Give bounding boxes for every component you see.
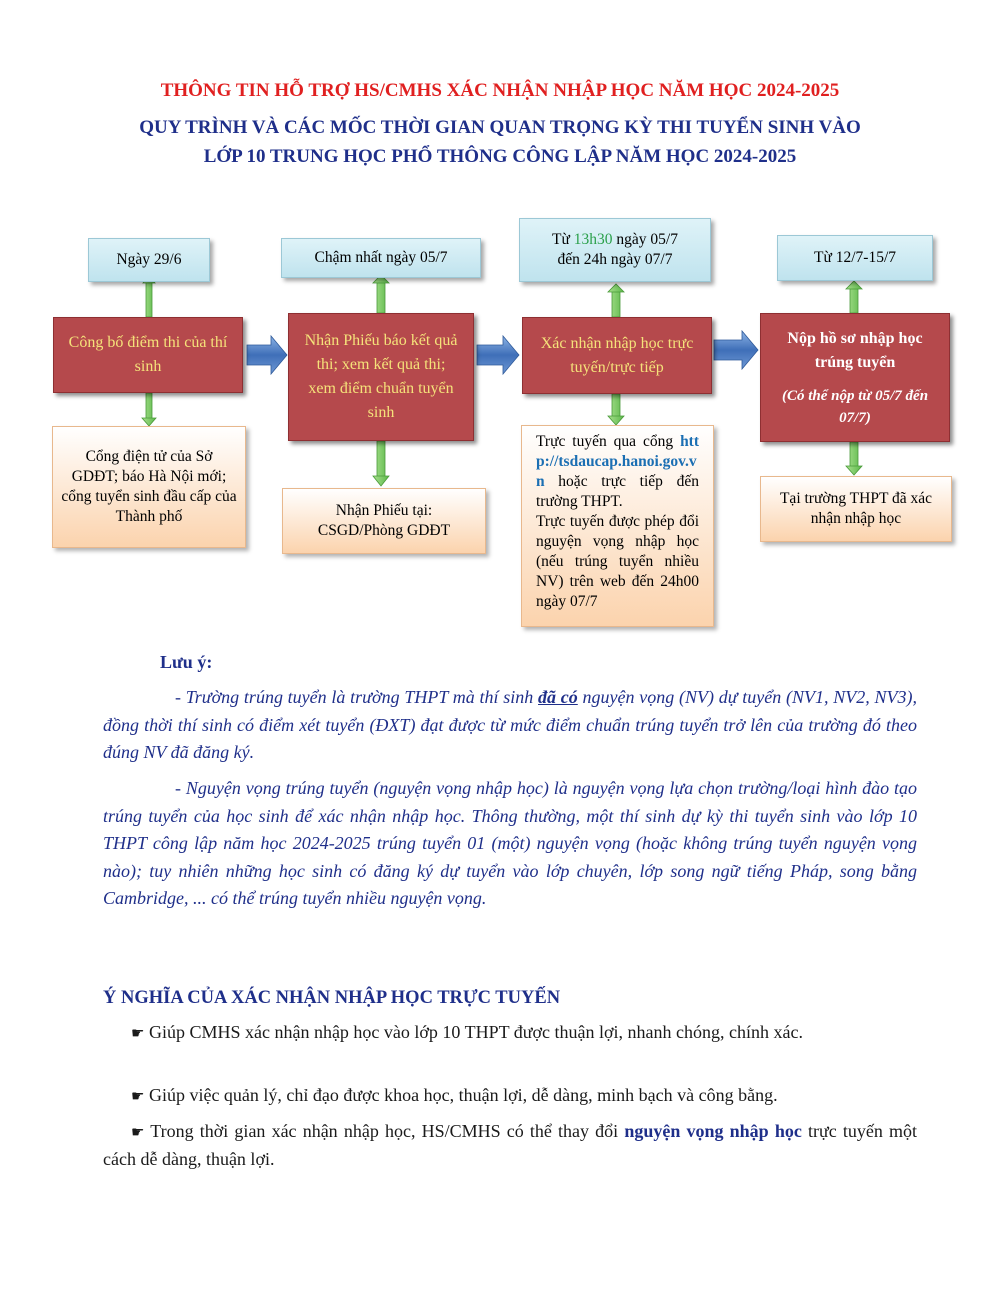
step4-box: [760, 313, 950, 442]
up-arrow-step1: [143, 276, 155, 317]
meaning-item-3-bold: nguyện vọng nhập học: [624, 1121, 802, 1141]
step2-box: [288, 313, 474, 441]
notes-p1-underline: đã có: [538, 687, 578, 707]
step1-detail-box: [52, 426, 246, 548]
step3-detail-prefix: Trực tuyến qua cổng: [536, 433, 674, 450]
pointing-hand-icon: ☛: [131, 1087, 145, 1105]
up-arrow-step3: [608, 284, 624, 317]
step3-date-line2: đến 24h ngày 07/7: [557, 251, 673, 268]
meaning-item-1: [103, 1019, 917, 1047]
down-arrow-step2: [373, 441, 389, 486]
step3-box: [522, 317, 712, 394]
step3-detail-para1: [536, 432, 699, 512]
notes-p1-b: nguyện vọng (NV) dự tuyển (NV1, NV2, NV3), đồng thời thí sinh có điểm xét tuyển (ĐXT) đạt được từ mức điểm chuẩn trúng tuyển trở lên của trường đó theo đúng NV đã đăng ký.: [103, 687, 918, 762]
down-arrow-step4: [846, 442, 862, 475]
step4-date-box: [777, 235, 933, 281]
notes-heading: Lưu ý:: [160, 652, 213, 672]
step3-date-box: [519, 218, 711, 282]
step3-date-time: 13h30: [573, 231, 613, 248]
step4-detail-box: [760, 476, 952, 542]
step3-date-line1: [552, 230, 678, 250]
step2-date-box: [281, 238, 481, 278]
step1-title: Công bố điểm thi của thí sinh: [68, 334, 228, 375]
step3-detail-para2: Trực tuyến được phép đổi nguyện vọng nhập học (nếu trúng tuyển nhiều NV) trên web đến 24h00 ngày 07/7: [536, 513, 699, 610]
meaning-item-3: [103, 1118, 917, 1173]
subtitle-line-2: LỚP 10 TRUNG HỌC PHỔ THÔNG CÔNG LẬP NĂM HỌC 2024-2025: [203, 146, 797, 167]
down-arrow-step3: [608, 394, 624, 425]
meaning-item-2: [103, 1082, 917, 1110]
step3-detail-rest: hoặc trực tiếp đến trường THPT.: [536, 473, 699, 510]
down-arrow-step1: [142, 393, 156, 426]
step1-detail: Cổng điện tử của Sở GDĐT; báo Hà Nội mới; cổng tuyển sinh đầu cấp của Thành phố: [61, 448, 237, 525]
step2-detail-line1: Nhận Phiếu tại:: [335, 502, 433, 519]
notes-paragraph-2: - Nguyện vọng trúng tuyển (nguyện vọng nhập học) là nguyện vọng lựa chọn trường/loại hình đào tạo trúng tuyển của học sinh để xác nhận nhập học. Thông thường, một thí sinh dự kỳ thi tuyển sinh vào lớp 10 THPT công lập năm học 2024-2025 trúng tuyển 01 (một) nguyện vọng (hoặc không trúng tuyển nguyện vọng nào); tuy nhiên những học sinh có đăng ký dự tuyển vào lớp chuyên, lớp song ngữ tiếng Pháp, song bằng Cambridge, ... có thể trúng tuyển nhiều nguyện vọng.: [103, 778, 917, 908]
step1-date-box: [88, 238, 210, 282]
up-arrow-step4: [846, 281, 862, 313]
step2-detail-box: [282, 488, 486, 554]
step4-detail: Tại trường THPT đã xác nhận nhập học: [779, 490, 933, 527]
right-arrow-2: [477, 336, 519, 374]
step2-title: Nhận Phiếu báo kết quả thi; xem kết quả thi; xem điểm chuẩn tuyển sinh: [304, 332, 458, 421]
right-arrow-3: [714, 331, 758, 369]
step4-note: (Có thể nộp từ 05/7 đến 07/7): [781, 387, 929, 426]
tsdaucap-link[interactable]: http://tsdaucap.hanoi.gov.vn: [536, 433, 700, 490]
notes-p1-a: - Trường trúng tuyển là trường THPT mà thí sinh: [175, 687, 539, 707]
step3-detail-box: [521, 425, 714, 627]
meaning-item-3-c: trực tuyến một cách dễ dàng, thuận lợi.: [103, 1121, 917, 1169]
notes-paragraph-1: [103, 684, 917, 767]
step4-date: Từ 12/7-15/7: [813, 249, 897, 266]
step2-detail-line2: CSGD/Phòng GDĐT: [317, 522, 451, 539]
meaning-item-1-text: Giúp CMHS xác nhận nhập học vào lớp 10 THPT được thuận lợi, nhanh chóng, chính xác.: [144, 1022, 803, 1042]
step2-date: Chậm nhất ngày 05/7: [314, 249, 448, 266]
meaning-item-3-a: Trong thời gian xác nhận nhập học, HS/CMHS có thể thay đổi: [144, 1121, 625, 1141]
pointing-hand-icon: ☛: [131, 1123, 145, 1141]
document-title: THÔNG TIN HỖ TRỢ HS/CMHS XÁC NHẬN NHẬP HỌC NĂM HỌC 2024-2025: [160, 80, 840, 101]
step4-title: Nộp hồ sơ nhập học trúng tuyển: [787, 329, 923, 371]
up-arrow-step2: [373, 275, 389, 313]
right-arrow-1: [247, 336, 287, 374]
step3-date-suffix: ngày 05/7: [612, 231, 678, 248]
meaning-heading: Ý NGHĨA CỦA XÁC NHẬN NHẬP HỌC TRỰC TUYẾN: [103, 988, 561, 1008]
step3-title: Xác nhận nhập học trực tuyến/trực tiếp: [540, 334, 694, 376]
pointing-hand-icon: ☛: [131, 1024, 145, 1042]
meaning-item-2-text: Giúp việc quản lý, chỉ đạo được khoa học, thuận lợi, dễ dàng, minh bạch và công bằng.: [144, 1085, 778, 1105]
step3-date-prefix: Từ: [552, 231, 574, 248]
subtitle-line-1: QUY TRÌNH VÀ CÁC MỐC THỜI GIAN QUAN TRỌNG KỲ THI TUYỂN SINH VÀO: [139, 117, 861, 138]
step1-date: Ngày 29/6: [116, 251, 182, 268]
step1-box: [53, 317, 243, 393]
